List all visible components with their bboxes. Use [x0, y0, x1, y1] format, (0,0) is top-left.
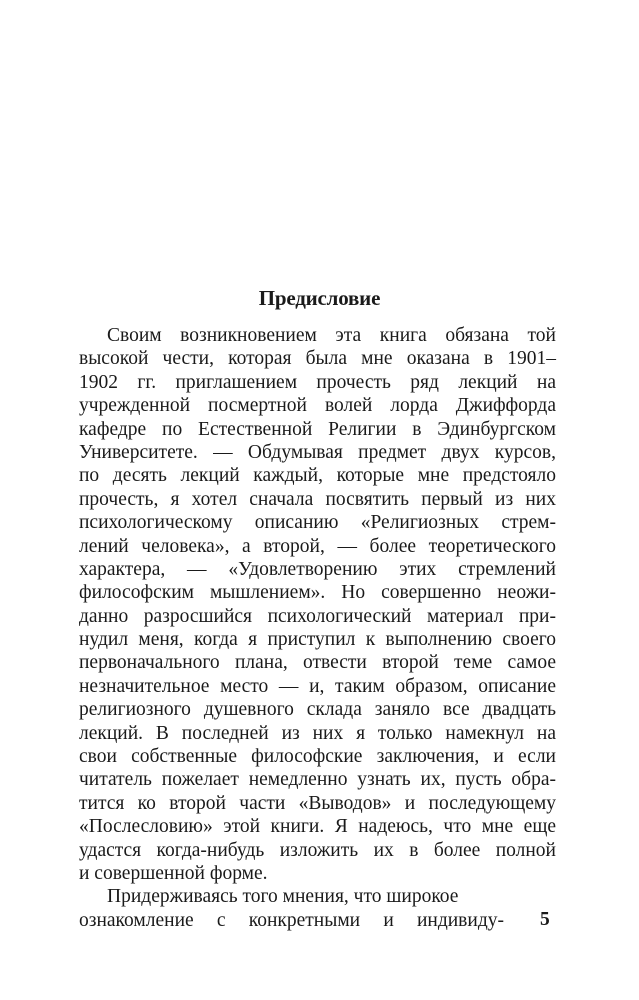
text-line: 1902 гг. приглашением прочесть ряд лекций на: [79, 371, 556, 393]
text-line: «Послесловию» этой книги. Я надеюсь, что мне еще: [79, 816, 556, 838]
text-line: читатель пожелает немедленно узнать их, пусть обра-: [79, 769, 556, 791]
text-line: удастся когда-нибудь изложить их в более полной: [79, 839, 556, 861]
text-line: и совершенной форме.: [79, 862, 268, 884]
text-line: характера, — «Удовлетворению этих стремлений: [79, 558, 556, 580]
text-line: данно разросшийся психологический материал при-: [79, 605, 556, 627]
text-line: философским мышлением». Но совершенно неожи-: [79, 582, 556, 604]
text-line: тится ко второй части «Выводов» и последующему: [79, 792, 556, 814]
text-line: Университете. — Обдумывая предмет двух курсов,: [79, 441, 556, 463]
text-line: первоначального плана, отвести второй теме самое: [79, 652, 556, 674]
text-line: высокой чести, которая была мне оказана в 1901–: [79, 348, 556, 370]
text-line: прочесть, я хотел сначала посвятить первый из них: [79, 488, 556, 510]
text-line: свои собственные философские заключения, и если: [79, 746, 556, 768]
text-line: лекций. В последней из них я только намекнул на: [79, 722, 556, 744]
text-line: учрежденной посмертной волей лорда Джиффорда: [79, 395, 556, 417]
text-line: незначительное место — и, таким образом, описание: [79, 675, 556, 697]
text-line: Придерживаясь того мнения, что широкое: [107, 886, 459, 908]
text-line: Своим возникновением эта книга обязана той: [107, 325, 556, 346]
body-text: [79, 324, 556, 932]
page-title: Предисловие: [258, 286, 381, 310]
text-line: кафедре по Естественной Религии в Эдинбургском: [79, 418, 556, 440]
text-line: нудил меня, когда я приступил к выполнению своего: [79, 629, 556, 651]
text-line: по десять лекций каждый, которые мне предстояло: [79, 465, 556, 487]
text-line: религиозного душевного склада заняло все двадцать: [79, 699, 556, 721]
text-line: лений человека», а второй, — более теоретического: [79, 535, 556, 557]
page-number: 5: [540, 909, 550, 930]
text-line: ознакомление с конкретными и индивиду-: [79, 909, 504, 931]
text-line: психологическому описанию «Религиозных стрем-: [79, 512, 556, 534]
